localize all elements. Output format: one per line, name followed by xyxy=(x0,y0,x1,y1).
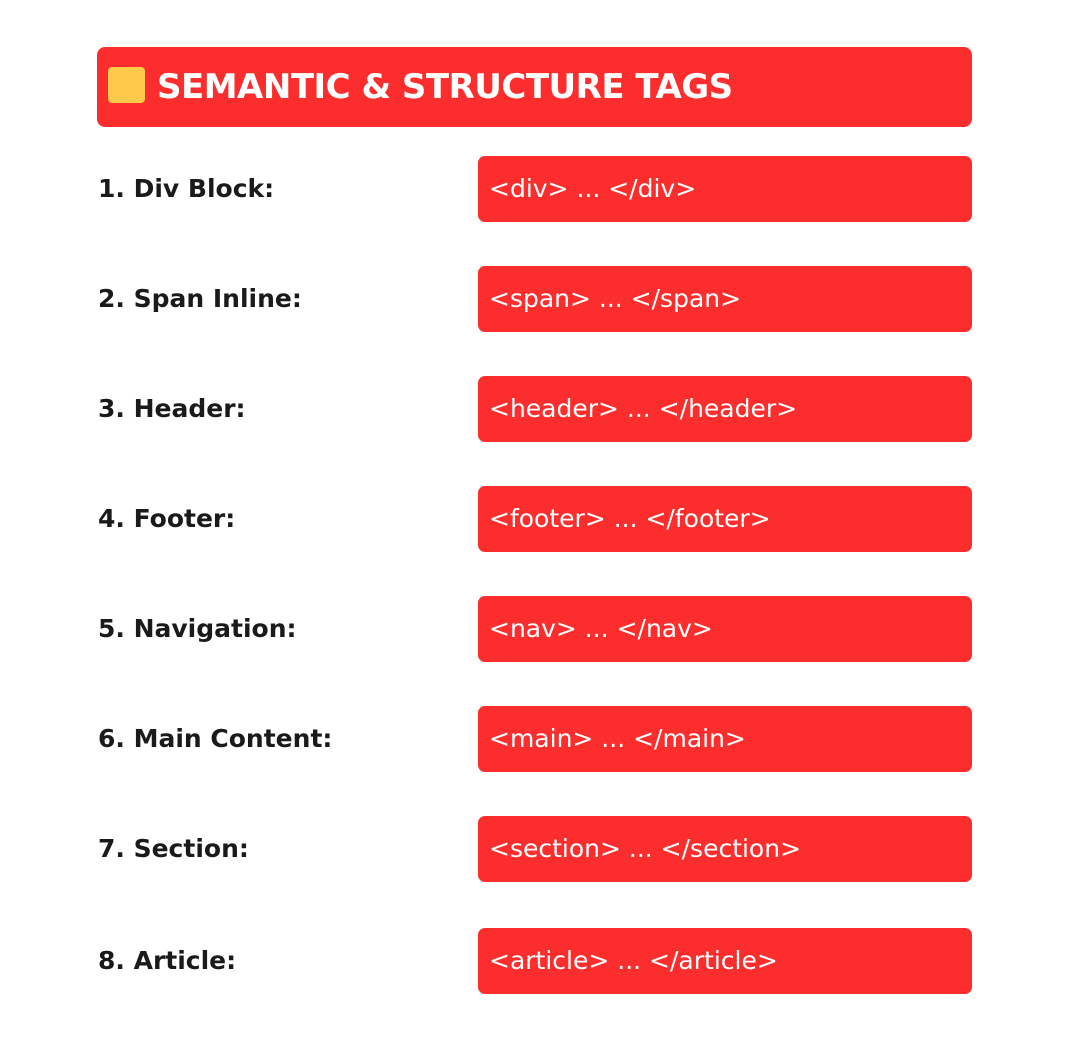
item-label: 2. Span Inline: xyxy=(98,284,302,313)
tag-code-box: <section> ... </section> xyxy=(478,816,972,882)
item-label: 7. Section: xyxy=(98,834,249,863)
list-item xyxy=(0,266,1080,332)
list-item xyxy=(0,816,1080,882)
item-label: 5. Navigation: xyxy=(98,614,297,643)
tag-code-box: <main> ... </main> xyxy=(478,706,972,772)
list-item xyxy=(0,928,1080,994)
tag-code-box: <div> ... </div> xyxy=(478,156,972,222)
item-label: 6. Main Content: xyxy=(98,724,333,753)
list-item xyxy=(0,486,1080,552)
list-item xyxy=(0,156,1080,222)
tag-code-box: <article> ... </article> xyxy=(478,928,972,994)
item-label: 4. Footer: xyxy=(98,504,236,533)
list-item xyxy=(0,376,1080,442)
tag-code-box: <header> ... </header> xyxy=(478,376,972,442)
page-title: SEMANTIC & STRUCTURE TAGS xyxy=(157,67,733,107)
item-label: 3. Header: xyxy=(98,394,246,423)
list-item xyxy=(0,706,1080,772)
title-banner xyxy=(97,47,972,127)
tag-code-box: <span> ... </span> xyxy=(478,266,972,332)
list-item xyxy=(0,596,1080,662)
tag-code-box: <footer> ... </footer> xyxy=(478,486,972,552)
item-label: 1. Div Block: xyxy=(98,174,275,203)
tag-code-box: <nav> ... </nav> xyxy=(478,596,972,662)
item-label: 8. Article: xyxy=(98,946,237,975)
square-icon xyxy=(108,67,145,103)
